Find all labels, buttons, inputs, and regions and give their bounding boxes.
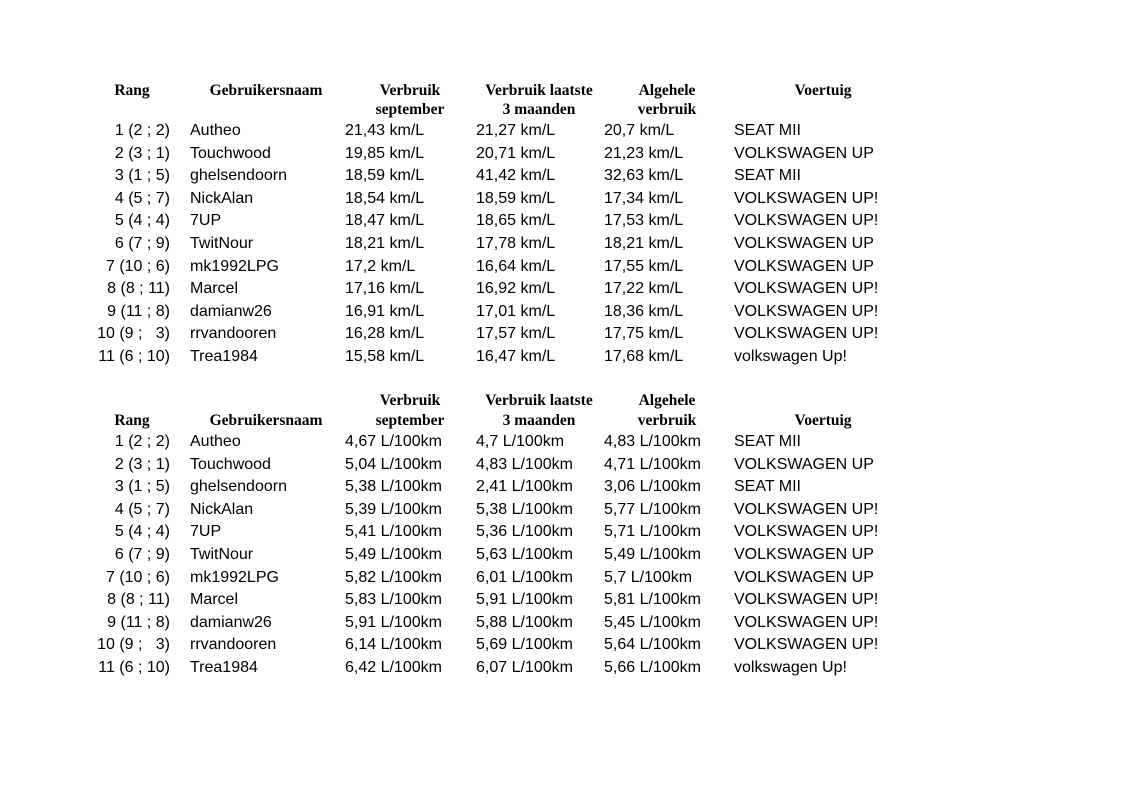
cell-last3: 6,01 L/100km: [476, 568, 573, 586]
cell-last3: 5,63 L/100km: [476, 546, 573, 563]
cell-vehicle: VOLKSWAGEN UP: [734, 144, 874, 162]
cell-rank: 7 (10 ; 6): [105, 257, 170, 275]
cell-vehicle: VOLKSWAGEN UP!: [734, 613, 879, 631]
cell-last3: 17,57 km/L: [476, 325, 556, 343]
header-rank: Rang: [114, 412, 150, 429]
cell-last3: 2,41 L/100km: [476, 478, 573, 496]
cell-last3: 41,42 km/L: [476, 167, 556, 185]
cell-vehicle: VOLKSWAGEN UP!: [734, 500, 879, 518]
cell-rank: 4 (5 ; 7): [114, 500, 170, 518]
cell-rank: 9 (11 ; 8): [107, 302, 170, 320]
cell-total: 5,66 L/100km: [604, 659, 701, 676]
cell-total: 5,7 L/100km: [604, 568, 693, 586]
cell-sep: 21,43 km/L: [345, 122, 425, 139]
cell-last3: 5,91 L/100km: [476, 591, 573, 609]
cell-user: rrvandooren: [190, 325, 277, 343]
cell-rank: 6 (7 ; 9): [114, 235, 170, 252]
cell-user: Trea1984: [190, 659, 258, 676]
cell-user: damianw26: [190, 613, 272, 631]
cell-total: 18,21 km/L: [604, 235, 684, 252]
cell-rank: 2 (3 ; 1): [114, 455, 170, 473]
cell-sep: 5,82 L/100km: [345, 568, 442, 586]
cell-user: NickAlan: [190, 189, 254, 207]
cell-last3: 5,88 L/100km: [476, 613, 573, 631]
cell-rank: 1 (2 ; 2): [114, 122, 170, 139]
cell-vehicle: VOLKSWAGEN UP: [734, 257, 874, 275]
cell-rank: 7 (10 ; 6): [105, 568, 170, 586]
cell-last3: 16,64 km/L: [476, 257, 556, 275]
header-september-line2: september: [375, 412, 445, 429]
cell-total: 5,81 L/100km: [604, 591, 701, 609]
cell-total: 5,49 L/100km: [604, 546, 701, 563]
header-last3-line1: Verbruik laatste: [485, 82, 593, 99]
cell-vehicle: volkswagen Up!: [734, 348, 847, 365]
header-username: Gebruikersnaam: [209, 82, 323, 99]
cell-sep: 18,59 km/L: [345, 167, 425, 185]
cell-sep: 16,91 km/L: [345, 302, 425, 320]
cell-last3: 17,78 km/L: [476, 235, 556, 252]
cell-total: 4,83 L/100km: [604, 433, 701, 450]
cell-user: Autheo: [190, 122, 241, 139]
cell-user: TwitNour: [190, 546, 254, 563]
cell-vehicle: SEAT MII: [734, 433, 801, 450]
cell-last3: 16,92 km/L: [476, 280, 556, 298]
header-total-line2: verbruik: [637, 412, 697, 429]
cell-last3: 18,65 km/L: [476, 212, 556, 230]
cell-vehicle: VOLKSWAGEN UP!: [734, 523, 879, 541]
cell-last3: 4,7 L/100km: [476, 433, 565, 450]
cell-total: 5,64 L/100km: [604, 636, 701, 654]
cell-vehicle: volkswagen Up!: [734, 659, 847, 676]
cell-total: 3,06 L/100km: [604, 478, 701, 496]
cell-user: Autheo: [190, 433, 241, 450]
header-last3-line1: Verbruik laatste: [485, 392, 593, 409]
header-september-line1: Verbruik: [379, 82, 441, 99]
cell-last3: 16,47 km/L: [476, 348, 556, 365]
cell-user: TwitNour: [190, 235, 254, 252]
cell-user: NickAlan: [190, 500, 254, 518]
cell-total: 18,36 km/L: [604, 302, 684, 320]
cell-total: 21,23 km/L: [604, 144, 684, 162]
cell-rank: 9 (11 ; 8): [107, 613, 170, 631]
cell-user: mk1992LPG: [190, 568, 279, 586]
cell-vehicle: VOLKSWAGEN UP!: [734, 591, 879, 609]
cell-total: 5,71 L/100km: [604, 523, 701, 541]
header-rank: Rang: [114, 82, 150, 99]
cell-user: damianw26: [190, 302, 272, 320]
header-total-line1: Algehele: [638, 392, 696, 409]
cell-rank: 3 (1 ; 5): [114, 478, 170, 496]
cell-sep: 5,04 L/100km: [345, 455, 442, 473]
cell-user: Touchwood: [190, 455, 271, 473]
cell-last3: 20,71 km/L: [476, 144, 556, 162]
cell-user: Touchwood: [190, 144, 271, 162]
cell-sep: 18,21 km/L: [345, 235, 425, 252]
cell-user: ghelsendoorn: [190, 478, 287, 496]
cell-rank: 2 (3 ; 1): [114, 144, 170, 162]
cell-user: 7UP: [190, 523, 222, 541]
cell-vehicle: VOLKSWAGEN UP!: [734, 636, 879, 654]
cell-sep: 5,83 L/100km: [345, 591, 442, 609]
cell-vehicle: SEAT MII: [734, 167, 801, 185]
cell-sep: 18,47 km/L: [345, 212, 425, 230]
cell-rank: 10 (9 ; 3): [97, 636, 170, 654]
header-username: Gebruikersnaam: [209, 412, 323, 429]
cell-total: 32,63 km/L: [604, 167, 684, 185]
cell-user: Trea1984: [190, 348, 258, 365]
cell-user: Marcel: [190, 591, 239, 609]
cell-last3: 6,07 L/100km: [476, 659, 573, 676]
cell-vehicle: SEAT MII: [734, 478, 801, 496]
cell-rank: 8 (8 ; 11): [107, 591, 170, 609]
cell-vehicle: VOLKSWAGEN UP!: [734, 212, 879, 230]
cell-sep: 4,67 L/100km: [345, 433, 442, 450]
cell-last3: 4,83 L/100km: [476, 455, 573, 473]
cell-total: 17,55 km/L: [604, 257, 684, 275]
cell-vehicle: VOLKSWAGEN UP: [734, 568, 874, 586]
cell-rank: 10 (9 ; 3): [97, 325, 170, 343]
cell-rank: 1 (2 ; 2): [114, 433, 170, 450]
header-last3-line2: 3 maanden: [502, 101, 576, 118]
cell-total: 5,45 L/100km: [604, 613, 701, 631]
cell-sep: 5,41 L/100km: [345, 523, 442, 541]
cell-vehicle: VOLKSWAGEN UP: [734, 235, 874, 252]
cell-sep: 6,42 L/100km: [345, 659, 442, 676]
cell-last3: 5,38 L/100km: [476, 500, 573, 518]
cell-vehicle: VOLKSWAGEN UP!: [734, 302, 879, 320]
cell-total: 17,34 km/L: [604, 189, 684, 207]
cell-user: mk1992LPG: [190, 257, 279, 275]
cell-last3: 18,59 km/L: [476, 189, 556, 207]
cell-sep: 15,58 km/L: [345, 348, 425, 365]
cell-sep: 17,16 km/L: [345, 280, 425, 298]
header-total-line2: verbruik: [637, 101, 697, 118]
cell-user: 7UP: [190, 212, 222, 230]
header-september-line2: september: [375, 101, 445, 118]
cell-sep: 5,39 L/100km: [345, 500, 442, 518]
cell-total: 17,75 km/L: [604, 325, 684, 343]
cell-total: 17,53 km/L: [604, 212, 684, 230]
cell-user: ghelsendoorn: [190, 167, 287, 185]
header-last3-line2: 3 maanden: [502, 412, 576, 429]
cell-vehicle: VOLKSWAGEN UP!: [734, 325, 879, 343]
cell-last3: 21,27 km/L: [476, 122, 556, 139]
cell-sep: 5,38 L/100km: [345, 478, 442, 496]
cell-total: 5,77 L/100km: [604, 500, 701, 518]
cell-total: 20,7 km/L: [604, 122, 675, 139]
cell-user: Marcel: [190, 280, 239, 298]
cell-sep: 19,85 km/L: [345, 144, 425, 162]
header-september-line1: Verbruik: [379, 392, 441, 409]
cell-user: rrvandooren: [190, 636, 277, 654]
cell-rank: 8 (8 ; 11): [107, 280, 170, 298]
cell-sep: 6,14 L/100km: [345, 636, 442, 654]
cell-vehicle: SEAT MII: [734, 122, 801, 139]
cell-vehicle: VOLKSWAGEN UP!: [734, 189, 879, 207]
cell-sep: 16,28 km/L: [345, 325, 425, 343]
cell-rank: 11 (6 ; 10): [98, 659, 170, 676]
cell-total: 17,22 km/L: [604, 280, 684, 298]
cell-last3: 17,01 km/L: [476, 302, 556, 320]
cell-rank: 4 (5 ; 7): [114, 189, 170, 207]
cell-total: 17,68 km/L: [604, 348, 684, 365]
cell-sep: 17,2 km/L: [345, 257, 416, 275]
cell-rank: 5 (4 ; 4): [114, 212, 170, 230]
cell-rank: 3 (1 ; 5): [114, 167, 170, 185]
cell-rank: 5 (4 ; 4): [114, 523, 170, 541]
cell-vehicle: VOLKSWAGEN UP: [734, 455, 874, 473]
header-vehicle: Voertuig: [794, 412, 852, 429]
cell-sep: 5,91 L/100km: [345, 613, 442, 631]
cell-vehicle: VOLKSWAGEN UP: [734, 546, 874, 563]
cell-rank: 6 (7 ; 9): [114, 546, 170, 563]
cell-vehicle: VOLKSWAGEN UP!: [734, 280, 879, 298]
cell-last3: 5,36 L/100km: [476, 523, 573, 541]
header-total-line1: Algehele: [638, 82, 696, 99]
cell-sep: 18,54 km/L: [345, 189, 425, 207]
header-vehicle: Voertuig: [794, 82, 852, 99]
cell-last3: 5,69 L/100km: [476, 636, 573, 654]
cell-rank: 11 (6 ; 10): [98, 348, 170, 365]
cell-total: 4,71 L/100km: [604, 455, 701, 473]
cell-sep: 5,49 L/100km: [345, 546, 442, 563]
